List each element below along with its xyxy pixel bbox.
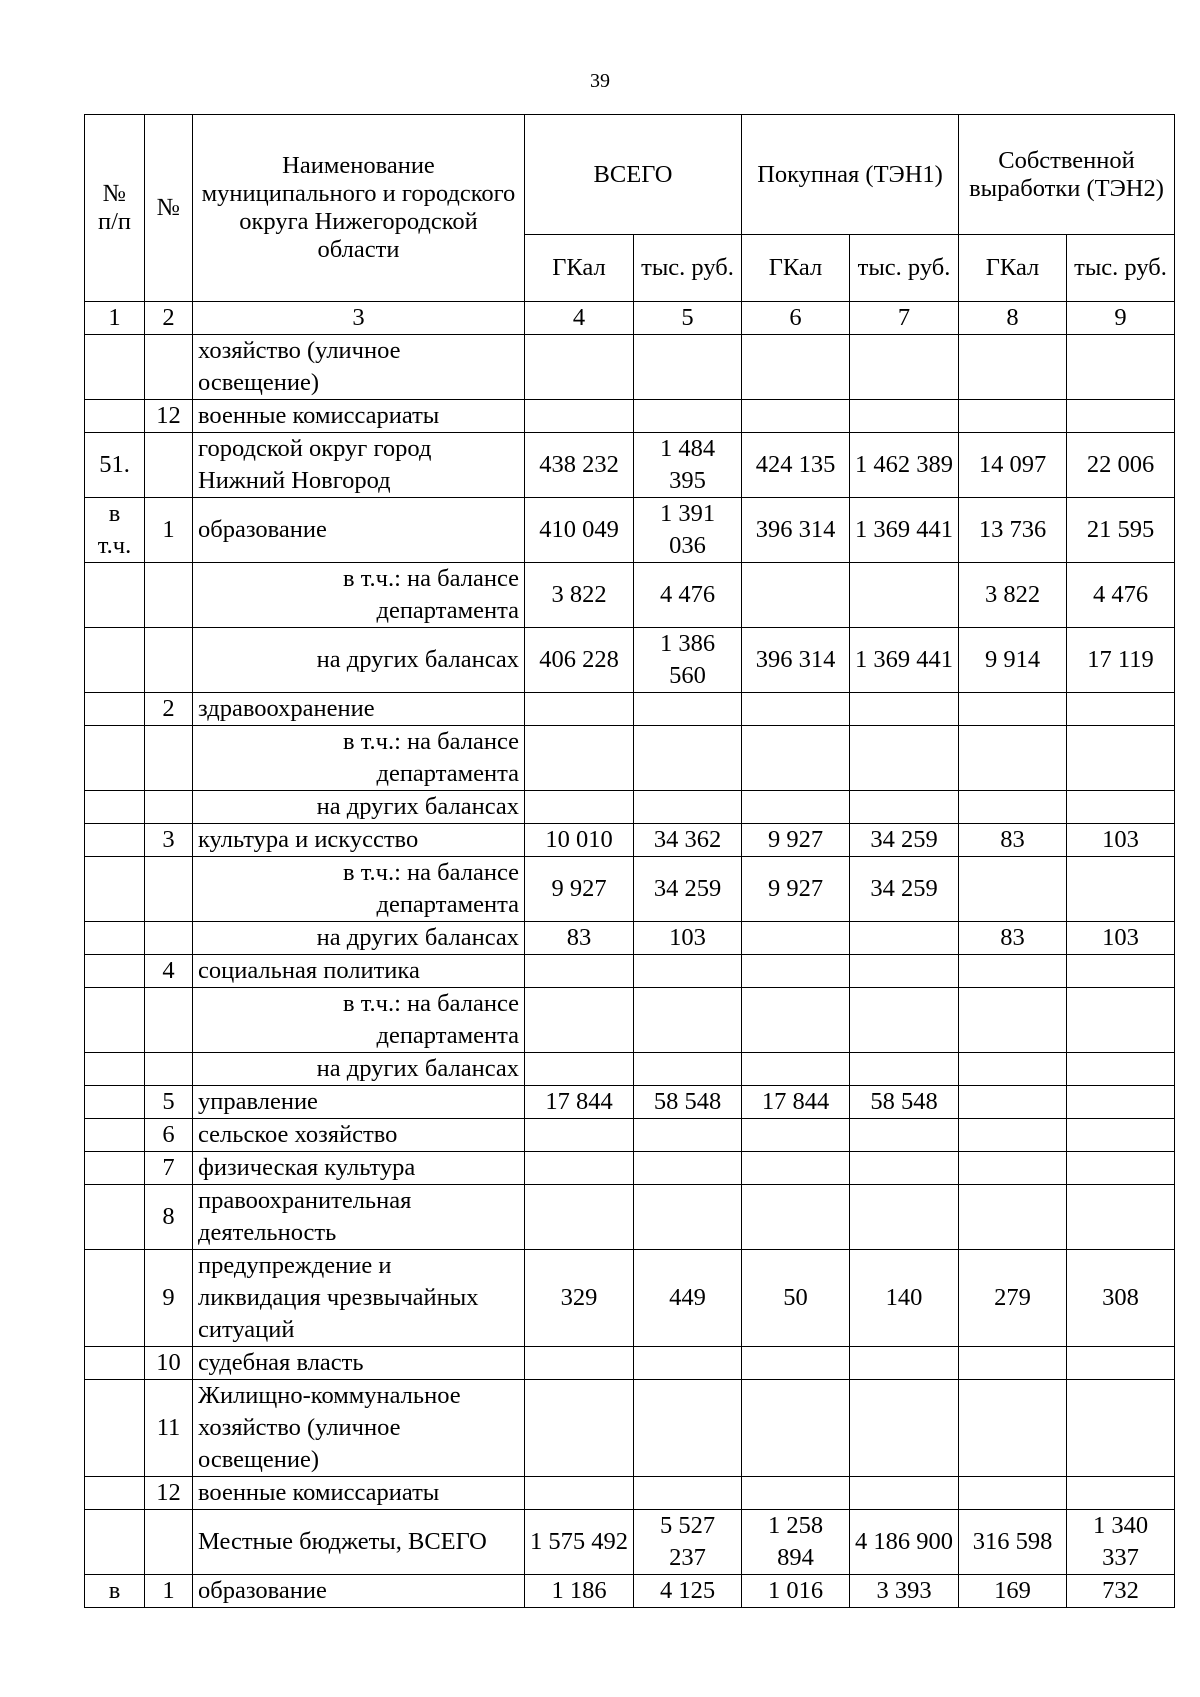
total-rub-cell [634, 1053, 742, 1086]
own-rub-cell: 732 [1067, 1575, 1175, 1608]
row-name-cell: Жилищно-коммунальное хозяйство (уличное освещение) [193, 1380, 525, 1477]
table-row [85, 791, 1175, 824]
own-gcal-cell [959, 1347, 1067, 1380]
row-no-cell: 9 [145, 1250, 193, 1347]
header-own-gcal: ГКал [959, 235, 1067, 302]
total-gcal-cell: 438 232 [525, 433, 634, 498]
total-rub-cell [634, 988, 742, 1053]
row-name-cell: военные комиссариаты [193, 1477, 525, 1510]
total-gcal-cell: 410 049 [525, 498, 634, 563]
header-own-production: Собственной выработки (ТЭН2) [959, 115, 1175, 235]
own-gcal-cell [959, 1086, 1067, 1119]
row-no-cell: 4 [145, 955, 193, 988]
total-rub-cell [634, 1477, 742, 1510]
row-no-cell [145, 726, 193, 791]
own-gcal-cell: 83 [959, 922, 1067, 955]
table-row [85, 1152, 1175, 1185]
purchased-rub-cell: 140 [850, 1250, 959, 1347]
column-number: 2 [145, 302, 193, 335]
purchased-gcal-cell: 1 016 [742, 1575, 850, 1608]
row-no-cell [145, 1053, 193, 1086]
total-gcal-cell: 9 927 [525, 857, 634, 922]
table-row [85, 1477, 1175, 1510]
purchased-rub-cell [850, 1053, 959, 1086]
own-gcal-cell [959, 693, 1067, 726]
table-row [85, 857, 1175, 922]
purchased-rub-cell: 1 369 441 [850, 628, 959, 693]
own-rub-cell: 17 119 [1067, 628, 1175, 693]
total-rub-cell [634, 791, 742, 824]
purchased-gcal-cell [742, 1347, 850, 1380]
purchased-gcal-cell [742, 563, 850, 628]
total-rub-cell [634, 1185, 742, 1250]
purchased-gcal-cell: 9 927 [742, 857, 850, 922]
purchased-rub-cell [850, 1347, 959, 1380]
total-rub-cell [634, 1380, 742, 1477]
own-gcal-cell: 13 736 [959, 498, 1067, 563]
total-gcal-cell [525, 1185, 634, 1250]
row-no-cell [145, 563, 193, 628]
own-gcal-cell [959, 955, 1067, 988]
own-gcal-cell: 169 [959, 1575, 1067, 1608]
own-rub-cell: 22 006 [1067, 433, 1175, 498]
table-row [85, 1086, 1175, 1119]
purchased-gcal-cell [742, 1152, 850, 1185]
row-name-cell: судебная власть [193, 1347, 525, 1380]
row-name-cell: на других балансах [193, 628, 525, 693]
purchased-rub-cell: 58 548 [850, 1086, 959, 1119]
total-rub-cell [634, 1347, 742, 1380]
own-gcal-cell: 279 [959, 1250, 1067, 1347]
row-no-cell [145, 922, 193, 955]
own-rub-cell [1067, 1086, 1175, 1119]
purchased-rub-cell [850, 335, 959, 400]
total-rub-cell: 449 [634, 1250, 742, 1347]
purchased-gcal-cell [742, 1119, 850, 1152]
row-pp-cell [85, 563, 145, 628]
row-no-cell: 2 [145, 693, 193, 726]
total-gcal-cell: 17 844 [525, 1086, 634, 1119]
purchased-gcal-cell [742, 955, 850, 988]
column-number: 7 [850, 302, 959, 335]
row-pp-cell [85, 857, 145, 922]
purchased-rub-cell: 3 393 [850, 1575, 959, 1608]
purchased-gcal-cell [742, 922, 850, 955]
own-gcal-cell [959, 1152, 1067, 1185]
column-number: 4 [525, 302, 634, 335]
table-row [85, 726, 1175, 791]
header-no: № [145, 115, 193, 302]
row-no-cell: 8 [145, 1185, 193, 1250]
total-rub-cell [634, 1119, 742, 1152]
total-rub-cell [634, 335, 742, 400]
row-name-cell: физическая культура [193, 1152, 525, 1185]
column-number: 8 [959, 302, 1067, 335]
purchased-rub-cell: 34 259 [850, 824, 959, 857]
purchased-gcal-cell: 1 258 894 [742, 1510, 850, 1575]
table-row [85, 433, 1175, 498]
own-rub-cell [1067, 1380, 1175, 1477]
table-body [85, 335, 1175, 1608]
own-rub-cell: 21 595 [1067, 498, 1175, 563]
total-rub-cell: 1 484 395 [634, 433, 742, 498]
purchased-gcal-cell [742, 988, 850, 1053]
header-purchased-gcal: ГКал [742, 235, 850, 302]
own-rub-cell: 308 [1067, 1250, 1175, 1347]
row-name-cell: социальная политика [193, 955, 525, 988]
row-name-cell: в т.ч.: на балансе департамента [193, 988, 525, 1053]
row-name-cell: на других балансах [193, 791, 525, 824]
purchased-gcal-cell: 9 927 [742, 824, 850, 857]
purchased-gcal-cell: 396 314 [742, 498, 850, 563]
row-pp-cell [85, 1250, 145, 1347]
row-pp-cell [85, 335, 145, 400]
row-pp-cell [85, 1185, 145, 1250]
total-rub-cell: 1 386 560 [634, 628, 742, 693]
own-gcal-cell [959, 857, 1067, 922]
own-rub-cell [1067, 791, 1175, 824]
total-rub-cell: 1 391 036 [634, 498, 742, 563]
row-no-cell: 6 [145, 1119, 193, 1152]
purchased-rub-cell [850, 726, 959, 791]
column-number: 9 [1067, 302, 1175, 335]
total-gcal-cell [525, 726, 634, 791]
total-gcal-cell [525, 1347, 634, 1380]
total-gcal-cell [525, 335, 634, 400]
row-no-cell [145, 791, 193, 824]
purchased-rub-cell [850, 400, 959, 433]
table-row [85, 1347, 1175, 1380]
own-rub-cell: 4 476 [1067, 563, 1175, 628]
total-gcal-cell [525, 988, 634, 1053]
row-pp-cell [85, 1347, 145, 1380]
row-name-cell: в т.ч.: на балансе департамента [193, 857, 525, 922]
total-gcal-cell [525, 1477, 634, 1510]
own-gcal-cell [959, 726, 1067, 791]
row-name-cell: в т.ч.: на балансе департамента [193, 726, 525, 791]
row-no-cell [145, 628, 193, 693]
total-rub-cell [634, 1152, 742, 1185]
table-row [85, 1575, 1175, 1608]
header-total-gcal: ГКал [525, 235, 634, 302]
own-rub-cell [1067, 726, 1175, 791]
row-name-cell: Местные бюджеты, ВСЕГО [193, 1510, 525, 1575]
column-number: 3 [193, 302, 525, 335]
row-name-cell: образование [193, 498, 525, 563]
table-row [85, 335, 1175, 400]
total-gcal-cell [525, 1380, 634, 1477]
page-number: 39 [590, 70, 610, 92]
table-row [85, 988, 1175, 1053]
row-pp-cell [85, 922, 145, 955]
own-rub-cell: 103 [1067, 922, 1175, 955]
purchased-gcal-cell [742, 335, 850, 400]
row-pp-cell [85, 824, 145, 857]
row-name-cell: военные комиссариаты [193, 400, 525, 433]
row-name-cell: культура и искусство [193, 824, 525, 857]
purchased-rub-cell: 1 462 389 [850, 433, 959, 498]
own-rub-cell [1067, 1119, 1175, 1152]
purchased-rub-cell [850, 1119, 959, 1152]
purchased-rub-cell [850, 563, 959, 628]
purchased-gcal-cell [742, 400, 850, 433]
row-name-cell: на других балансах [193, 922, 525, 955]
table-row [85, 1380, 1175, 1477]
row-pp-cell [85, 400, 145, 433]
purchased-gcal-cell [742, 1380, 850, 1477]
row-pp-cell [85, 791, 145, 824]
purchased-rub-cell [850, 791, 959, 824]
purchased-gcal-cell [742, 1185, 850, 1250]
row-no-cell: 5 [145, 1086, 193, 1119]
total-gcal-cell: 1 575 492 [525, 1510, 634, 1575]
row-name-cell: сельское хозяйство [193, 1119, 525, 1152]
purchased-rub-cell [850, 1185, 959, 1250]
purchased-gcal-cell [742, 726, 850, 791]
row-no-cell [145, 433, 193, 498]
table-row [85, 693, 1175, 726]
row-no-cell: 1 [145, 1575, 193, 1608]
total-gcal-cell [525, 1053, 634, 1086]
header-own-rub: тыс. руб. [1067, 235, 1175, 302]
purchased-rub-cell [850, 693, 959, 726]
table-row [85, 1053, 1175, 1086]
row-pp-cell [85, 1152, 145, 1185]
total-rub-cell [634, 400, 742, 433]
purchased-gcal-cell: 396 314 [742, 628, 850, 693]
column-numbers-row [85, 302, 1175, 335]
table-row [85, 1185, 1175, 1250]
own-rub-cell [1067, 1185, 1175, 1250]
purchased-gcal-cell [742, 1053, 850, 1086]
row-name-cell: образование [193, 1575, 525, 1608]
total-rub-cell: 58 548 [634, 1086, 742, 1119]
column-number: 5 [634, 302, 742, 335]
total-gcal-cell: 1 186 [525, 1575, 634, 1608]
own-gcal-cell: 3 822 [959, 563, 1067, 628]
purchased-rub-cell: 34 259 [850, 857, 959, 922]
own-gcal-cell [959, 791, 1067, 824]
table-row [85, 922, 1175, 955]
purchased-rub-cell [850, 1380, 959, 1477]
row-no-cell: 12 [145, 400, 193, 433]
row-no-cell: 11 [145, 1380, 193, 1477]
own-rub-cell [1067, 400, 1175, 433]
total-gcal-cell [525, 791, 634, 824]
column-number: 6 [742, 302, 850, 335]
table-row [85, 824, 1175, 857]
total-rub-cell: 4 476 [634, 563, 742, 628]
own-rub-cell [1067, 1477, 1175, 1510]
row-name-cell: на других балансах [193, 1053, 525, 1086]
row-pp-cell [85, 955, 145, 988]
total-gcal-cell: 10 010 [525, 824, 634, 857]
own-gcal-cell [959, 1185, 1067, 1250]
own-rub-cell: 103 [1067, 824, 1175, 857]
own-gcal-cell [959, 988, 1067, 1053]
total-gcal-cell [525, 1152, 634, 1185]
total-rub-cell [634, 693, 742, 726]
row-name-cell: управление [193, 1086, 525, 1119]
header-total: ВСЕГО [525, 115, 742, 235]
row-name-cell: правоохранительная деятельность [193, 1185, 525, 1250]
total-gcal-cell [525, 400, 634, 433]
row-pp-cell [85, 1477, 145, 1510]
row-pp-cell [85, 1510, 145, 1575]
row-pp-cell: 51. [85, 433, 145, 498]
row-name-cell: здравоохранение [193, 693, 525, 726]
table-row [85, 1510, 1175, 1575]
row-pp-cell [85, 1086, 145, 1119]
total-rub-cell: 34 259 [634, 857, 742, 922]
own-gcal-cell: 9 914 [959, 628, 1067, 693]
purchased-gcal-cell [742, 693, 850, 726]
own-rub-cell [1067, 693, 1175, 726]
row-pp-cell [85, 1119, 145, 1152]
purchased-gcal-cell [742, 1477, 850, 1510]
row-pp-cell [85, 988, 145, 1053]
own-gcal-cell [959, 1119, 1067, 1152]
row-name-cell: хозяйство (уличное освещение) [193, 335, 525, 400]
total-rub-cell: 5 527 237 [634, 1510, 742, 1575]
own-gcal-cell [959, 1053, 1067, 1086]
total-gcal-cell [525, 693, 634, 726]
table-row [85, 628, 1175, 693]
row-no-cell [145, 1510, 193, 1575]
own-rub-cell [1067, 955, 1175, 988]
table-row [85, 1250, 1175, 1347]
row-name-cell: городской округ город Нижний Новгород [193, 433, 525, 498]
total-gcal-cell: 329 [525, 1250, 634, 1347]
row-pp-cell [85, 693, 145, 726]
own-rub-cell [1067, 1347, 1175, 1380]
purchased-rub-cell [850, 955, 959, 988]
row-no-cell: 7 [145, 1152, 193, 1185]
total-rub-cell: 103 [634, 922, 742, 955]
row-pp-cell: в [85, 1575, 145, 1608]
row-pp-cell [85, 628, 145, 693]
own-gcal-cell [959, 335, 1067, 400]
header-purchased: Покупная (ТЭН1) [742, 115, 959, 235]
purchased-gcal-cell: 50 [742, 1250, 850, 1347]
heat-consumption-table [84, 114, 1175, 1608]
own-gcal-cell [959, 1380, 1067, 1477]
row-no-cell: 12 [145, 1477, 193, 1510]
row-no-cell [145, 335, 193, 400]
table-row [85, 498, 1175, 563]
own-gcal-cell [959, 400, 1067, 433]
own-gcal-cell: 83 [959, 824, 1067, 857]
header-pp: № п/п [85, 115, 145, 302]
row-pp-cell [85, 1380, 145, 1477]
row-no-cell [145, 857, 193, 922]
own-rub-cell [1067, 988, 1175, 1053]
purchased-gcal-cell: 424 135 [742, 433, 850, 498]
row-no-cell: 1 [145, 498, 193, 563]
purchased-rub-cell [850, 922, 959, 955]
own-rub-cell [1067, 1053, 1175, 1086]
row-name-cell: в т.ч.: на балансе департамента [193, 563, 525, 628]
column-number: 1 [85, 302, 145, 335]
table-row [85, 1119, 1175, 1152]
own-rub-cell [1067, 857, 1175, 922]
purchased-gcal-cell [742, 791, 850, 824]
header-purchased-rub: тыс. руб. [850, 235, 959, 302]
row-pp-cell: в т.ч. [85, 498, 145, 563]
table-row [85, 400, 1175, 433]
purchased-rub-cell [850, 1152, 959, 1185]
total-gcal-cell: 83 [525, 922, 634, 955]
header-name: Наименование муниципального и городского округа Нижегородской области [193, 115, 525, 302]
purchased-rub-cell: 1 369 441 [850, 498, 959, 563]
total-rub-cell: 4 125 [634, 1575, 742, 1608]
total-rub-cell [634, 726, 742, 791]
own-rub-cell [1067, 335, 1175, 400]
row-no-cell: 3 [145, 824, 193, 857]
total-gcal-cell [525, 1119, 634, 1152]
purchased-rub-cell [850, 988, 959, 1053]
own-rub-cell [1067, 1152, 1175, 1185]
total-gcal-cell [525, 955, 634, 988]
own-gcal-cell: 316 598 [959, 1510, 1067, 1575]
total-gcal-cell: 3 822 [525, 563, 634, 628]
row-pp-cell [85, 726, 145, 791]
purchased-gcal-cell: 17 844 [742, 1086, 850, 1119]
row-pp-cell [85, 1053, 145, 1086]
table-row [85, 955, 1175, 988]
purchased-rub-cell: 4 186 900 [850, 1510, 959, 1575]
row-name-cell: предупреждение и ликвидация чрезвычайных ситуаций [193, 1250, 525, 1347]
table-row [85, 563, 1175, 628]
total-gcal-cell: 406 228 [525, 628, 634, 693]
total-rub-cell [634, 955, 742, 988]
own-gcal-cell [959, 1477, 1067, 1510]
row-no-cell: 10 [145, 1347, 193, 1380]
own-gcal-cell: 14 097 [959, 433, 1067, 498]
row-no-cell [145, 988, 193, 1053]
total-rub-cell: 34 362 [634, 824, 742, 857]
purchased-rub-cell [850, 1477, 959, 1510]
own-rub-cell: 1 340 337 [1067, 1510, 1175, 1575]
header-total-rub: тыс. руб. [634, 235, 742, 302]
